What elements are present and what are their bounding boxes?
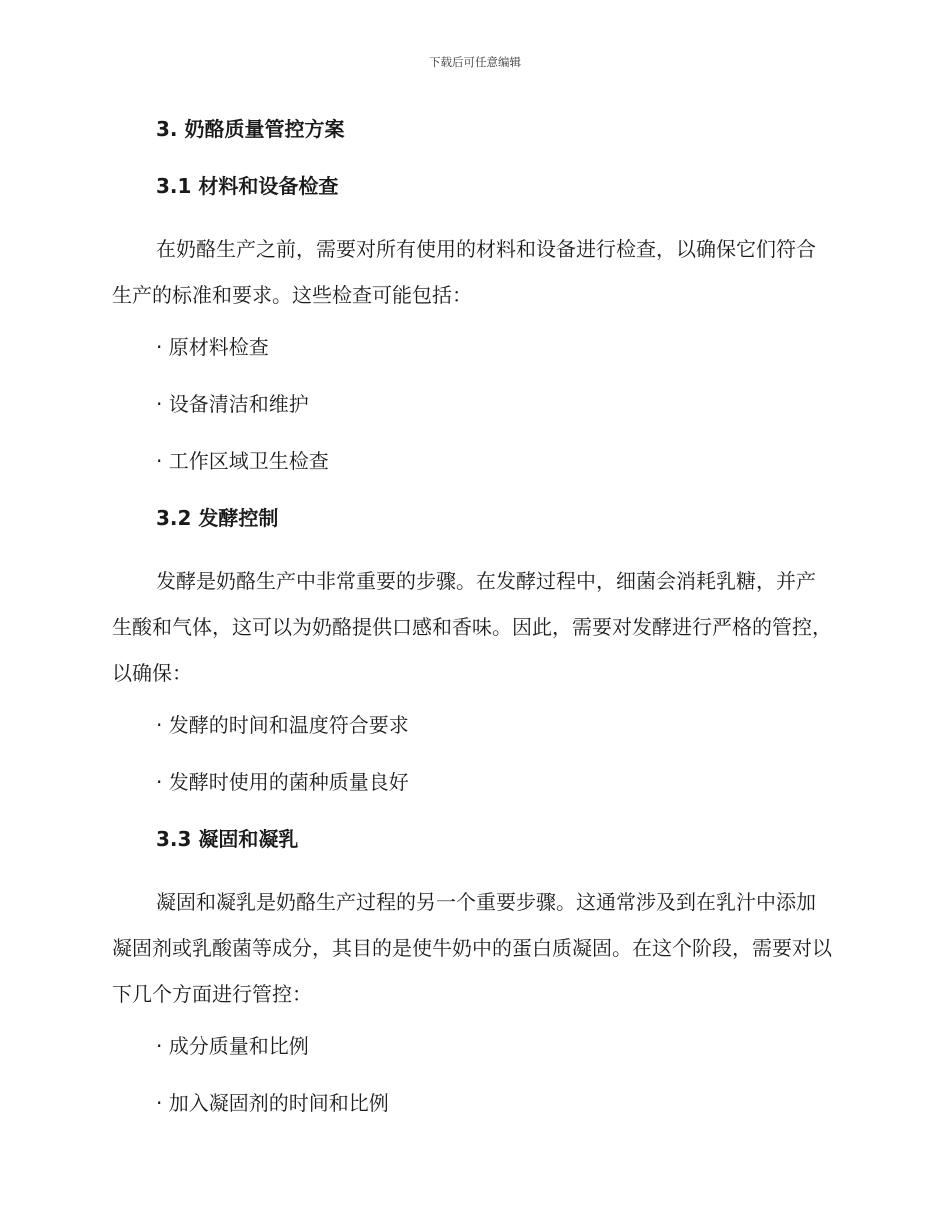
bullet-item: · 加入凝固剂的时间和比例 bbox=[156, 1091, 389, 1115]
bullet-item: · 发酵时使用的菌种质量良好 bbox=[156, 770, 409, 794]
bullet-item: · 发酵的时间和温度符合要求 bbox=[156, 713, 409, 737]
section-heading-3-2: 3.2 发酵控制 bbox=[156, 506, 279, 530]
paragraph-3-2: 发酵是奶酪生产中非常重要的步骤。在发酵过程中，细菌会消耗乳糖，并产生酸和气体，这可以为奶酪提供口感和香味。因此，需要对发酵进行严格的管控，以确保： bbox=[112, 569, 832, 685]
page-header: 下载后可任意编辑 bbox=[429, 55, 521, 69]
section-heading-3-3: 3.3 凝固和凝乳 bbox=[156, 827, 299, 851]
bullet-item: · 设备清洁和维护 bbox=[156, 392, 309, 416]
bullet-item: · 原材料检查 bbox=[156, 335, 269, 359]
bullet-item: · 成分质量和比例 bbox=[156, 1034, 309, 1058]
paragraph-3-3: 凝固和凝乳是奶酪生产过程的另一个重要步骤。这通常涉及到在乳汁中添加凝固剂或乳酸菌等成分，其目的是使牛奶中的蛋白质凝固。在这个阶段，需要对以下几个方面进行管控： bbox=[112, 890, 832, 1006]
bullet-item: · 工作区域卫生检查 bbox=[156, 449, 329, 473]
section-heading-3-1: 3.1 材料和设备检查 bbox=[156, 174, 339, 198]
paragraph-3-1: 在奶酪生产之前，需要对所有使用的材料和设备进行检查，以确保它们符合生产的标准和要求。这些检查可能包括： bbox=[112, 237, 816, 307]
document-body bbox=[112, 112, 832, 1143]
section-heading-main: 3. 奶酪质量管控方案 bbox=[156, 117, 345, 141]
